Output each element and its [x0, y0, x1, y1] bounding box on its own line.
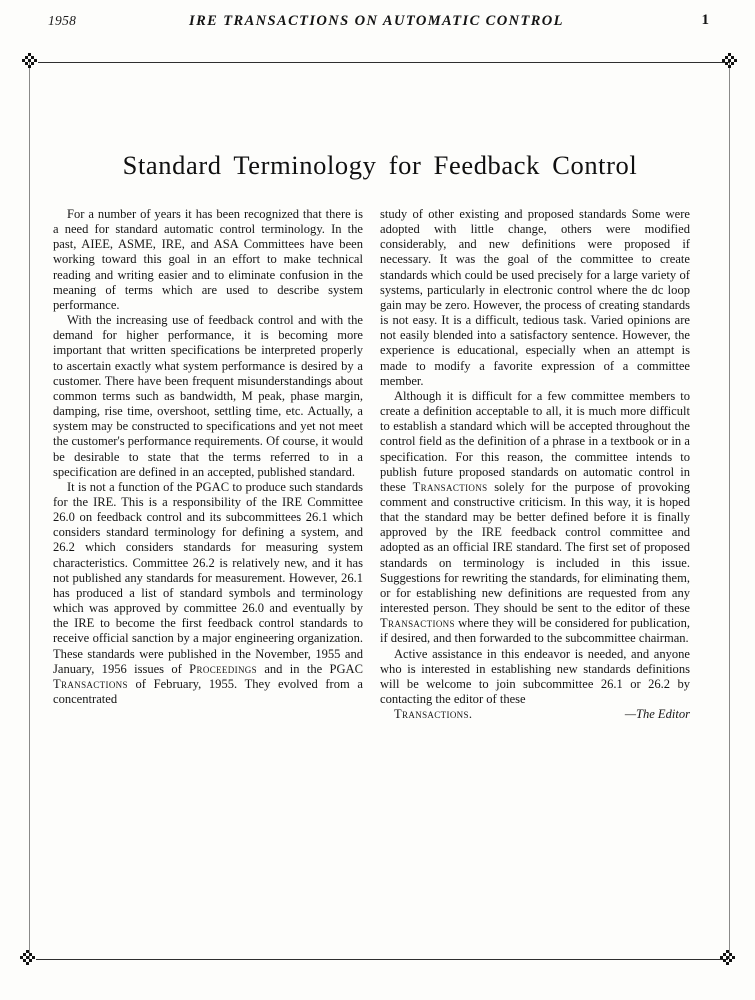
- running-head-journal-title: IRE TRANSACTIONS ON AUTOMATIC CONTROL: [189, 13, 564, 29]
- article-body: [53, 207, 697, 722]
- paragraph-text: of February, 1955. They evolved from a concentrated: [53, 676, 363, 706]
- diamond-ornament-icon-top-left: [20, 52, 39, 71]
- diamond-ornament-icon-top-right: [720, 52, 739, 71]
- page-number: 1: [701, 12, 709, 28]
- diamond-ornament-icon-bottom-left: [18, 949, 37, 968]
- paragraph-text: Although it is difficult for a few committee members to create a definition acceptable to all, it is much more difficult to establish a standard which will be accepted throughout the control field as the definition of a phrase in a textbook or in a specification. For this reason, the committee intends to publish future proposed standards on automatic control in these: [380, 388, 690, 494]
- publication-name-transactions: Transactions: [380, 616, 455, 631]
- paragraph-text: .: [468, 707, 473, 722]
- article-title: Standard Terminology for Feedback Control: [122, 149, 638, 180]
- publication-name-transactions: Transactions: [394, 707, 469, 722]
- running-head-year: 1958: [48, 13, 77, 28]
- editor-signature: —The Editor: [624, 707, 690, 722]
- running-head: [40, 13, 727, 35]
- paragraph: [53, 480, 363, 707]
- paragraph-text: It is not a function of the PGAC to produce such standards for the IRE. This is a responsibility of the IRE Committee 26.0 on feedback control and its subcommittees 26.1 which considers standard terminology for defining a system, and 26.2 which considers standards for measuring system characteristics. Committee 26.2 is relatively new, and it has not published any standards for measurement. However, 26.1 has produced a list of standard symbols and terminology which was approved by committee 26.0 and eventually by the IRE to become the first feedback control standards to receive official sanction by a major engineering organization. These standards were published in the November, 1955 and January, 1956 issues of: [53, 479, 363, 676]
- publication-name-proceedings: Proceedings: [189, 661, 258, 676]
- frame-rule-left: [29, 62, 30, 959]
- frame-rule-right: [729, 62, 730, 959]
- publication-name-transactions: Transactions: [53, 676, 128, 691]
- paragraph: [380, 647, 690, 723]
- paragraph: For a number of years it has been recognized that there is a need for standard automatic control terminology. In the past, AIEE, ASME, IRE, and ASA Committees have been working toward this goal in an effort to make technical reading and writing easier and to eliminate confusion in the meaning of terms which are used to describe system performance.: [53, 207, 363, 312]
- diamond-ornament-icon-bottom-right: [718, 949, 737, 968]
- paragraph: With the increasing use of feedback control and with the demand for higher performance, it is becoming more important that written specifications be interpreted properly to ascertain exactly what system performance is desired by a customer. There have been frequent misunderstandings about common terms such as bandwidth, M peak, phase margin, damping, rise time, overshoot, settling time, etc. Actually, a system may be constructed to specifications and yet not meet the customer's performance requirements. Of course, it would be desirable to state that the terms referred to in a specification are defined in an accepted, published standard.: [53, 313, 363, 479]
- paragraph-text: Active assistance in this endeavor is needed, and anyone who is interested in establishing new standards definitions will be welcome to join subcommittee 26.1 or 26.2 by contacting the editor of these: [380, 646, 690, 706]
- publication-name-transactions: Transactions: [412, 479, 488, 494]
- column-right: [380, 207, 690, 722]
- paragraph-text: solely for the purpose of provoking comment and constructive criticism. In this way, it is hoped that the standard may be better defined before it is finally approved by the IRE feedback control committee and adopted as an official IRE standard. The first set of proposed standards on terminology is included in this issue. Suggestions for rewriting the standards, for eliminating them, or for establishing new definitions are requested from any interested person. They should be sent to the editor of these: [380, 479, 690, 616]
- paragraph: [380, 389, 690, 647]
- paragraph: study of other existing and proposed standards Some were adopted with little change, others were modified considerably, and new definitions were proposed if necessary. It was the goal of the committee to create standards which could be used precisely for a large variety of systems, particularly in electronic control where the dc loop gain may be zero. However, the process of creating standards is not easy. It is a difficult, tedious task. Varied opinions are not easily blended into a satisfactory sentence. However, the experience is educational, especially when an attempt is made to modify a favorite expression of a committee member.: [380, 207, 690, 388]
- frame-rule-bottom: [36, 959, 728, 960]
- paragraph-text: and in the PGAC: [257, 661, 363, 676]
- frame-rule-top: [38, 62, 730, 63]
- column-left: [53, 207, 363, 722]
- paragraph-text: where they will be considered for publication, if desired, and then forwarded to the subcommittee chairman.: [380, 616, 690, 646]
